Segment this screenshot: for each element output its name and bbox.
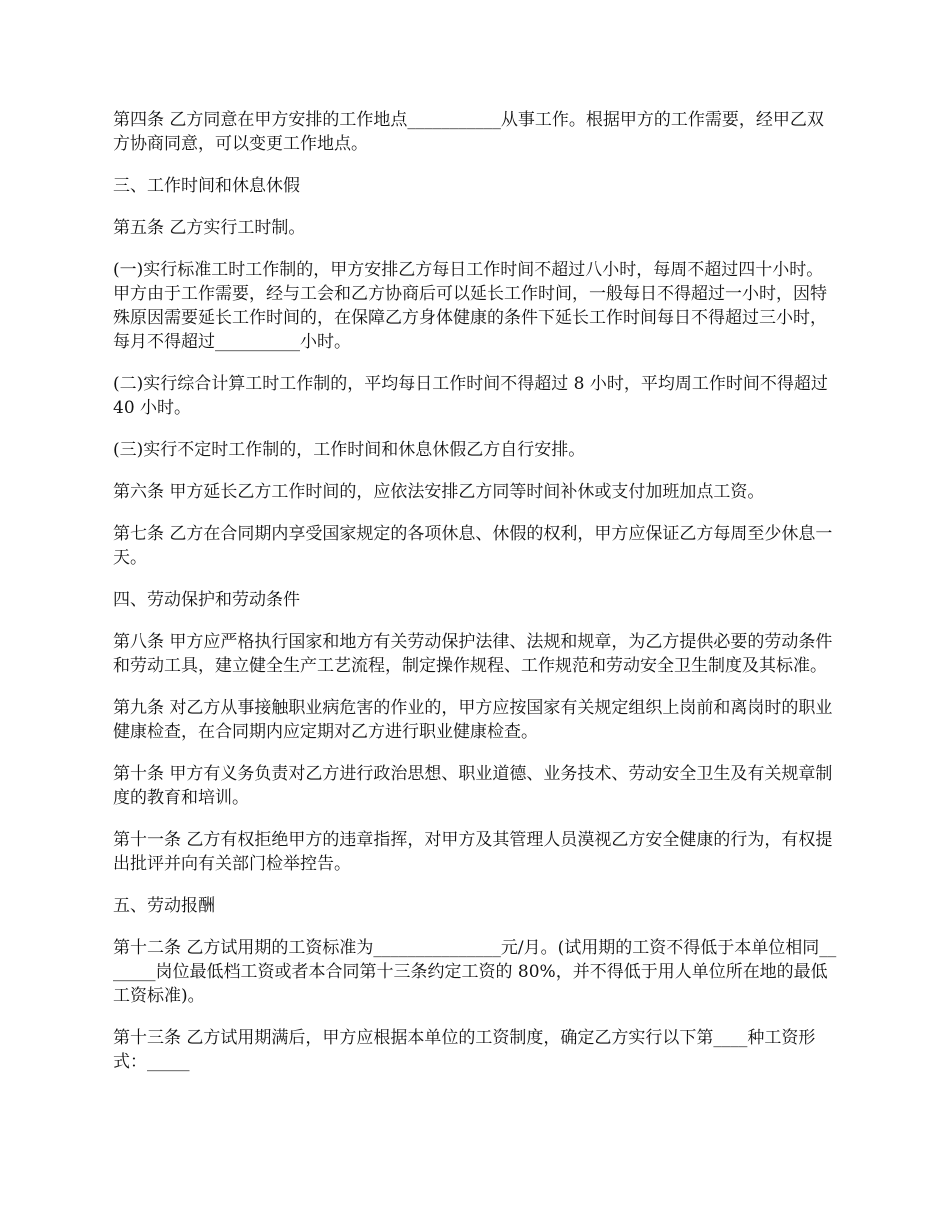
clause-5-item-3: (三)实行不定时工作制的，工作时间和休息休假乙方自行安排。 [113,440,586,460]
clause-6: 第六条 甲方延长乙方工作时间的，应依法安排乙方同等时间补休或支付加班加点工资。 [113,482,765,502]
clause-11: 第十一条 乙方有权拒绝甲方的违章指挥，对甲方及其管理人员漠视乙方安全健康的行为，有权提出批评并向有关部门检举控告。 [113,830,833,874]
clause-8: 第八条 甲方应严格执行国家和地方有关劳动保护法律、法规和规章，为乙方提供必要的劳动条件和劳动工具，建立健全生产工艺流程，制定操作规程、工作规范和劳动安全卫生制度及其标准。 [113,632,833,676]
clause-4: 第四条 乙方同意在甲方安排的工作地点___________从事工作。根据甲方的工作需要，经甲乙双方协商同意，可以变更工作地点。 [113,110,824,154]
clause-10: 第十条 甲方有义务负责对乙方进行政治思想、职业道德、业务技术、劳动安全卫生及有关规章制度的教育和培训。 [113,764,833,808]
clause-7: 第七条 乙方在合同期内享受国家规定的各项休息、休假的权利，甲方应保证乙方每周至少休息一天。 [113,524,833,568]
clause-13: 第十三条 乙方试用期满后，甲方应根据本单位的工资制度，确定乙方实行以下第____种工资形式：_____ [113,1028,816,1072]
section-heading-labor-protection: 四、劳动保护和劳动条件 [113,590,300,610]
clause-9: 第九条 对乙方从事接触职业病危害的作业的，甲方应按国家有关规定组织上岗前和离岗时的职业健康检查，在合同期内应定期对乙方进行职业健康检查。 [113,698,833,742]
clause-5-item-1: (一)实行标准工时工作制的，甲方安排乙方每日工作时间不超过八小时，每周不超过四十小时。甲方由于工作需要，经与工会和乙方协商后可以延长工作时间，一般每日不得超过一小时，因特殊原因需要延长工作时间的，在保障乙方身体健康的条件下延长工作时间每日不得超过三小时，每月不得超过__________小时。 [113,260,827,352]
section-heading-work-time: 三、工作时间和休息休假 [113,176,300,196]
section-heading-remuneration: 五、劳动报酬 [113,896,215,916]
clause-5-item-2: (二)实行综合计算工时工作制的，平均每日工作时间不得超过 8 小时，平均周工作时间不得超过 40 小时。 [113,374,834,418]
clause-12: 第十二条 乙方试用期的工资标准为_______________元/月。(试用期的工资不得低于本单位相同_______岗位最低档工资或者本合同第十三条约定工资的 80%，并不得低于用人单位所在地的最低工资标准)。 [113,938,837,1006]
clause-5: 第五条 乙方实行工时制。 [113,218,306,238]
